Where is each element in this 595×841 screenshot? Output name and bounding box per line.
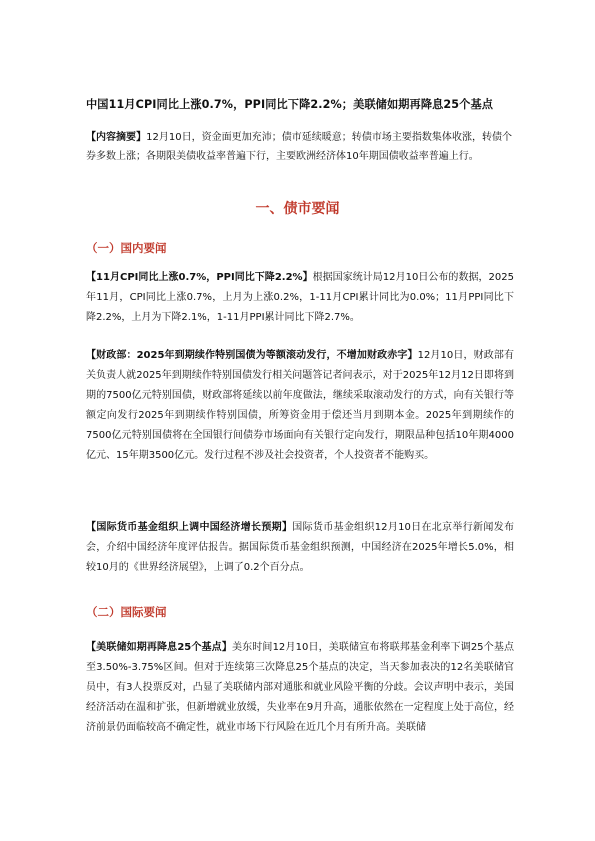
news-item-imf-forecast	[86, 518, 514, 578]
section-heading-bond-news: 一、债市要闻	[255, 201, 340, 217]
report-title: 中国11月CPI同比上涨0.7%，PPI同比下降2.2%；美联储如期再降息25个基点	[86, 98, 494, 111]
subsection-heading-international: （二）国际要闻	[86, 605, 167, 619]
news-item-fed-rate-cut	[86, 638, 514, 738]
news-text: 12月10日，财政部有关负责人就2025年到期续作特别国债发行相关问题答记者问表示，对于2025年12月12日即将到期的7500亿元特别国债，财政部将延续以前年度做法，继续采取滚动发行的方式，向有关银行等额定向发行2025年到期续作特别国债，所筹资金用于偿还当月到期本金。2025年到期续作的7500亿元特别国债将在全国银行间债券市场面向有关银行定向发行，期限品种包括10年期4000亿元、15年期3500亿元。发行过程不涉及社会投资者，个人投资者不能购买。	[86, 350, 514, 461]
abstract-text: 12月10日，资金面更加充沛；债市延续暖意；转债市场主要指数集体收涨，转债个券多数上涨；各期限美债收益率普遍下行，主要欧洲经济体10年期国债收益率普遍上行。	[86, 132, 513, 162]
news-item-special-bonds	[86, 346, 514, 466]
news-label: 【美联储如期再降息25个基点】	[86, 642, 232, 653]
news-text: 国际货币基金组织12月10日在北京举行新闻发布会，介绍中国经济年度评估报告。据国际货币基金组织预测，中国经济在2025年增长5.0%，相较10月的《世界经济展望》，上调了0.2个百分点。	[86, 522, 515, 573]
abstract-label: 【内容摘要】	[86, 132, 147, 143]
subsection-heading-domestic: （一）国内要闻	[86, 241, 167, 255]
news-text: 美东时间12月10日，美联储宣布将联邦基金利率下调25个基点至3.50%-3.75%区间。但对于连续第三次降息25个基点的决定，当天参加表决的12名美联储官员中，有3人投票反对，凸显了美联储内部对通胀和就业风险平衡的分歧。会议声明中表示，美国经济活动在温和扩张，但新增就业放缓，失业率在9月升高，通胀依然在一定程度上处于高位，经济前景仍面临较高不确定性，就业市场下行风险在近几个月有所升高。美联储	[86, 642, 514, 733]
news-label: 【11月CPI同比上涨0.7%，PPI同比下降2.2%】	[86, 272, 313, 283]
news-text: 根据国家统计局12月10日公布的数据，2025年11月，CPI同比上涨0.7%，上月为上涨0.2%，1-11月CPI累计同比为0.0%；11月PPI同比下降2.2%，上月为下降2.1%，1-11月PPI累计同比下降2.7%。	[86, 272, 514, 323]
news-item-cpi-ppi	[86, 268, 514, 328]
news-label: 【国际货币基金组织上调中国经济增长预期】	[86, 522, 293, 533]
news-label: 【财政部：2025年到期续作特别国债为等额滚动发行，不增加财政赤字】	[86, 350, 418, 361]
abstract-paragraph	[86, 128, 512, 166]
